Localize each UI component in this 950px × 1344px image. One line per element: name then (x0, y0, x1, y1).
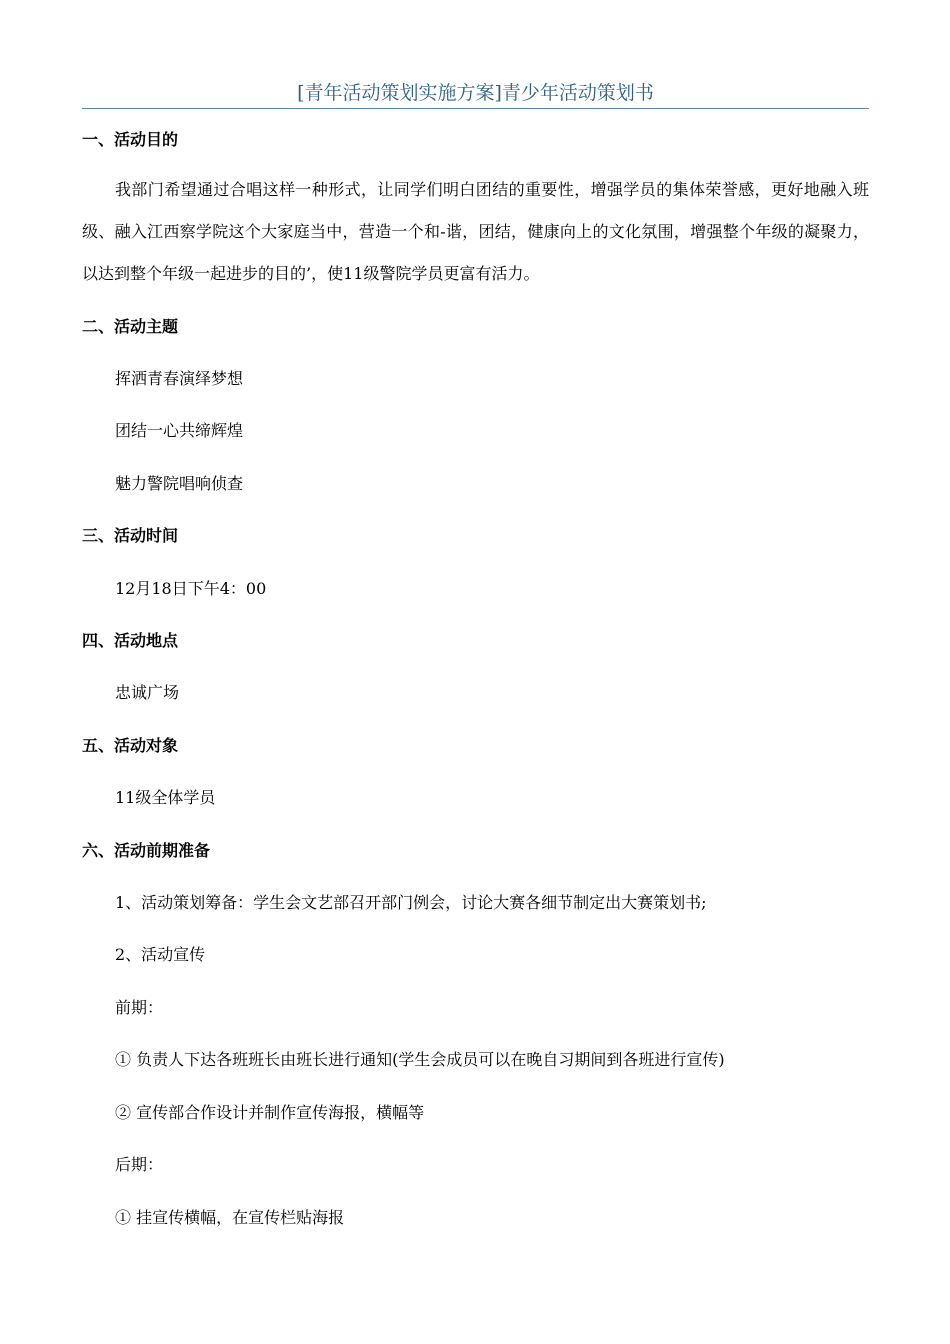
section-heading-preparation: 六、活动前期准备 (82, 841, 211, 860)
section-heading-audience: 五、活动对象 (82, 736, 179, 755)
theme-line: 团结一心共缔辉煌 (115, 421, 244, 440)
section-heading-theme: 二、活动主题 (82, 317, 179, 336)
preparation-line: ① 负责人下达各班班长由班长进行通知(学生会成员可以在晚自习期间到各班进行宣传) (115, 1050, 725, 1069)
activity-time: 12月18日下午4：00 (115, 579, 267, 598)
preparation-line: ② 宣传部合作设计并制作宣传海报，横幅等 (115, 1103, 425, 1122)
section-heading-location: 四、活动地点 (82, 631, 179, 650)
theme-line: 挥洒青春演绎梦想 (115, 369, 244, 388)
title-divider (82, 108, 869, 109)
preparation-line: 1、活动策划筹备：学生会文艺部召开部门例会，讨论大赛各细节制定出大赛策划书; (115, 893, 707, 912)
section-heading-purpose: 一、活动目的 (82, 130, 179, 149)
preparation-line: 前期： (115, 998, 164, 1017)
theme-line: 魅力警院唱响侦查 (115, 474, 244, 493)
section-heading-time: 三、活动时间 (82, 526, 179, 545)
activity-location: 忠诚广场 (115, 683, 180, 702)
preparation-line: 后期： (115, 1155, 164, 1174)
activity-audience: 11级全体学员 (115, 788, 216, 807)
preparation-line: 2、活动宣传 (115, 945, 206, 964)
purpose-paragraph: 我部门希望通过合唱这样一种形式，让同学们明白团结的重要性，增强学员的集体荣誉感，更好地融入班级、融入江西察学院这个大家庭当中，营造一个和-谐，团结，健康向上的文化氛围，增强整个年级的凝聚力，以达到整个年级一起进步的目的’，使11级警院学员更富有活力。 (82, 180, 869, 283)
preparation-line: ① 挂宣传横幅，在宣传栏贴海报 (115, 1208, 345, 1227)
document-title: [青年活动策划实施方案]青少年活动策划书 (297, 82, 654, 104)
